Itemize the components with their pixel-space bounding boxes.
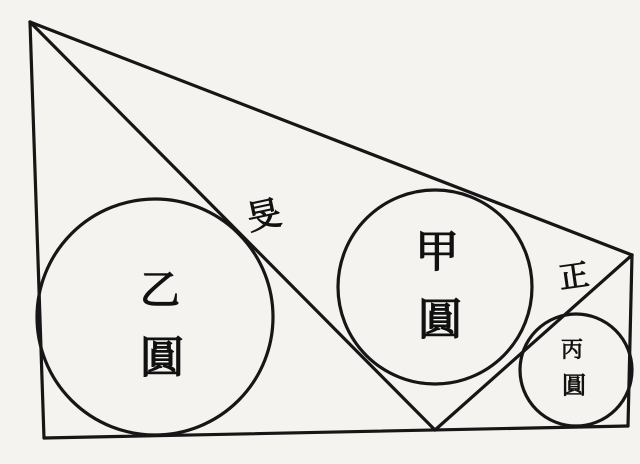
circle-jia-label-2: 圓 [418, 294, 462, 346]
circle-jia [338, 190, 532, 384]
top-slant-line [30, 22, 632, 255]
right-side-line [628, 255, 632, 426]
segment-label-upper: 旻 [243, 192, 285, 240]
segment-label-right: 正 [556, 257, 592, 297]
left-side-line [30, 22, 44, 438]
circle-yi [37, 199, 273, 435]
circle-jia-label-1: 甲 [415, 226, 459, 278]
circle-bing-label-1: 丙 [560, 337, 584, 363]
circle-yi-label-2: 圓 [140, 332, 184, 384]
circle-yi-label-1: 乙 [140, 266, 180, 314]
circle-bing-label-2: 圓 [562, 370, 586, 400]
diagonal-line-right [435, 255, 632, 430]
